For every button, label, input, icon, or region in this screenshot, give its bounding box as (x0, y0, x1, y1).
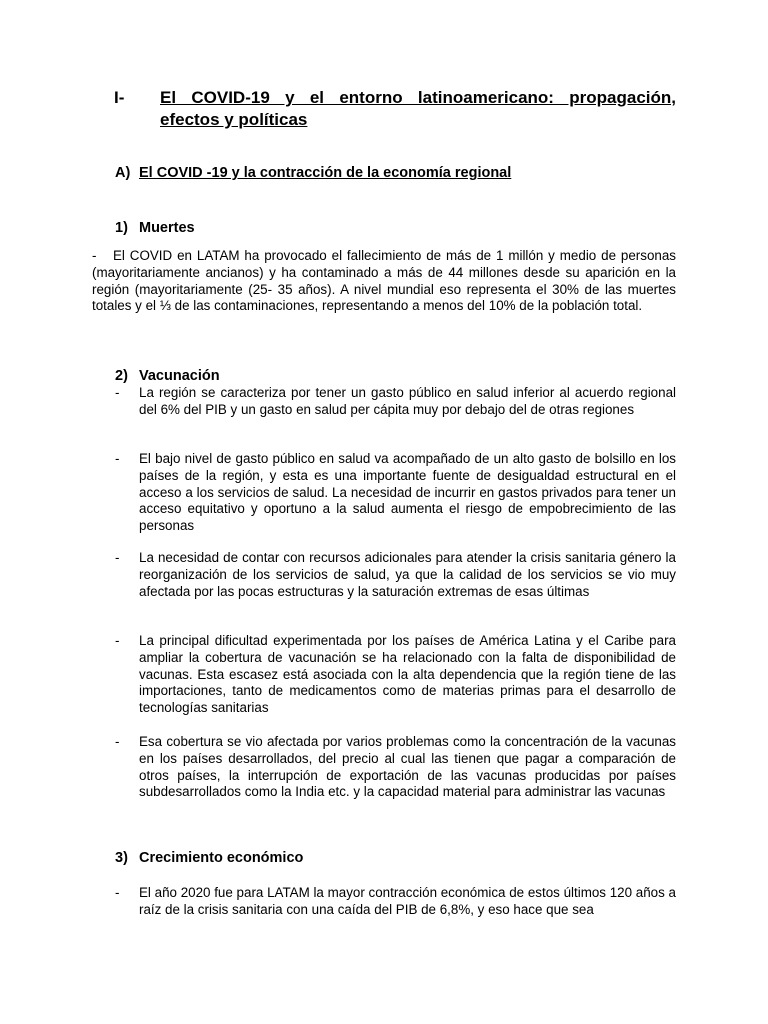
muertes-dash: - (92, 248, 97, 263)
vacunacion-bullet-1: La región se caracteriza por tener un gasto público en salud inferior al acuerdo regional del 6% del PIB y un gasto en salud per cápita muy por debajo del de otras regiones (139, 385, 676, 417)
vacunacion-bullet-5: Esa cobertura se vio afectada por varios problemas como la concentración de la vacunas en los países desarrollados, del precio al cual las tienen que pagar a comparación de otros países, la interrupción de exportación de las vacunas producidas por países subdesarrollados como la India etc. y la capacidad material para administrar las vacunas (139, 734, 676, 800)
vacunacion-dash-3: - (115, 550, 120, 565)
muertes-paragraph: El COVID en LATAM ha provocado el fallecimiento de más de 1 millón y medio de personas (mayoritariamente ancianos) y ha contaminado a más de 44 millones desde su aparición en la región (mayoritariamente (25- 35 años). A nivel mundial eso representa el 30% de las muertes totales y el ⅓ de las contaminaciones, representando a menos del 10% de la población total. (92, 248, 676, 314)
section-a-heading: El COVID -19 y la contracción de la economía regional (139, 165, 512, 181)
title-number: I- (114, 88, 125, 107)
muertes-heading: Muertes (139, 220, 195, 236)
vacunacion-dash-5: - (115, 734, 120, 749)
vacunacion-bullet-4: La principal dificultad experimentada por los países de América Latina y el Caribe para ampliar la cobertura de vacunación se ha relacionado con la falta de disponibilidad de vacunas. Esta escasez está asociada con la alta dependencia que la región tiene de las importaciones, tanto de medicamentos como de materias primas para el desarrollo de tecnologías sanitarias (139, 633, 676, 716)
crecimiento-dash-1: - (115, 885, 120, 900)
page-title-text: El COVID-19 y el entorno latinoamericano: propagación, efectos y políticas (160, 88, 676, 129)
vacunacion-bullet-2: El bajo nivel de gasto público en salud va acompañado de un alto gasto de bolsillo en los países de la región, y esta es una importante fuente de desigualdad estructural en el acceso a los servicios de salud. La necesidad de incurrir en gastos privados para tener un acceso equitativo y oportuno a la salud aumenta el riesgo de empobrecimiento de las personas (139, 451, 676, 534)
vacunacion-bullet-3: La necesidad de contar con recursos adicionales para atender la crisis sanitaria género la reorganización de los servicios de salud, ya que la calidad de los servicios se vio muy afectada por las pocas estructuras y la saturación extremas de esas últimas (139, 550, 676, 599)
vacunacion-heading: Vacunación (139, 368, 220, 384)
crecimiento-bullet-1: El año 2020 fue para LATAM la mayor contracción económica de estos últimos 120 años a raíz de la crisis sanitaria con una caída del PIB de 6,8%, y eso hace que sea (139, 885, 676, 917)
vacunacion-number: 2) (115, 368, 128, 384)
vacunacion-dash-4: - (115, 633, 120, 648)
muertes-number: 1) (115, 220, 128, 236)
crecimiento-heading: Crecimiento económico (139, 850, 304, 866)
vacunacion-dash-2: - (115, 451, 120, 466)
page-title (160, 87, 676, 131)
section-a-letter: A) (115, 165, 131, 181)
vacunacion-dash-1: - (115, 385, 120, 400)
crecimiento-number: 3) (115, 850, 128, 866)
